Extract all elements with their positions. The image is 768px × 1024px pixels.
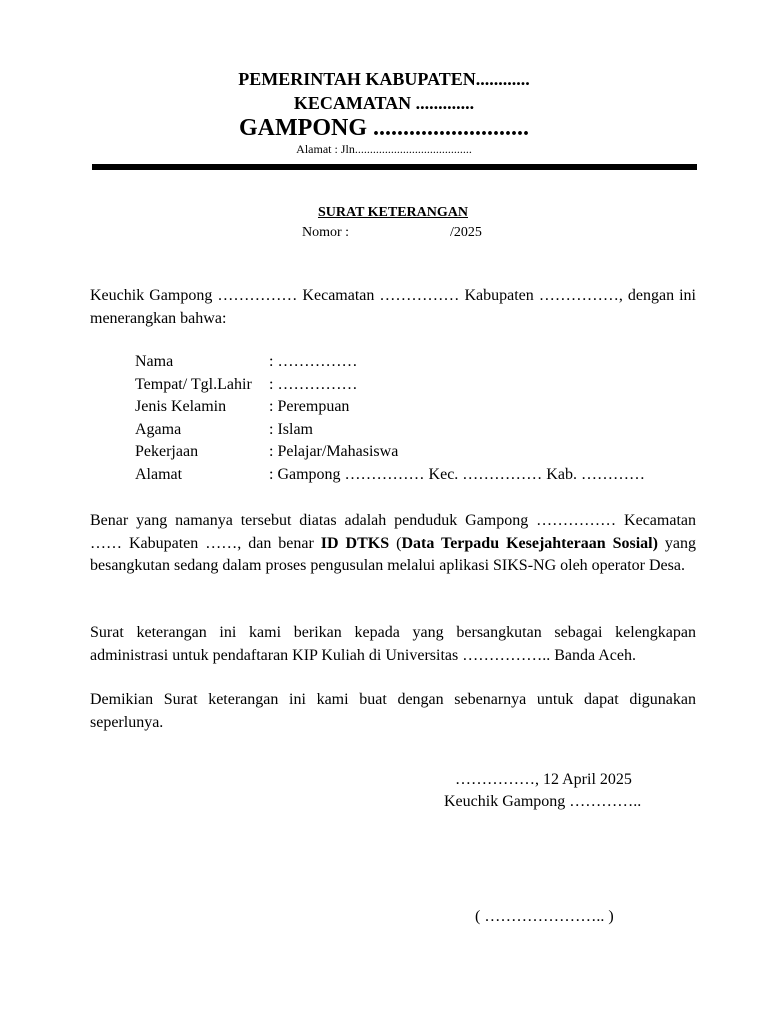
statement-text: ( <box>389 534 402 552</box>
purpose-paragraph: Surat keterangan ini kami berikan kepada yang bersangkutan sebagai kelengkapan administrasi untuk pendaftaran KIP Kuliah di Universitas …………….. Banda Aceh. <box>90 624 696 664</box>
field-value: : …………… <box>269 375 358 393</box>
field-value: : Perempuan <box>269 398 350 415</box>
letterhead-village: GAMPONG .......................... <box>239 115 529 141</box>
document-title: SURAT KETERANGAN <box>317 205 468 220</box>
statement-text: Benar yang namanya tersebut diatas adalah penduduk Gampong …………… Kecamatan …… Kabupaten ……, dan benar <box>90 512 696 552</box>
letterhead-address: Alamat : Jln....................................... <box>296 142 472 156</box>
closing-paragraph: Demikian Surat keterangan ini kami buat dengan sebenarnya untuk dapat digunakan seperlunya. <box>90 691 696 731</box>
field-label: Nama <box>135 353 174 370</box>
signature-date: ……………, 12 April 2025 <box>455 771 632 788</box>
document-number-label: Nomor : <box>302 225 350 240</box>
statement-dtks-expansion: Data Terpadu Kesejahteraan Sosial) <box>401 534 658 552</box>
field-label: Pekerjaan <box>135 443 199 460</box>
field-label: Tempat/ Tgl.Lahir <box>135 375 252 393</box>
field-value: : Gampong …………… Kec. …………… Kab. ………… <box>269 465 645 483</box>
intro-paragraph: Keuchik Gampong …………… Kecamatan …………… Kabupaten ……………, dengan ini menerangkan bahwa: <box>90 287 696 327</box>
letterhead-divider <box>92 164 697 170</box>
field-value: : Islam <box>269 420 313 438</box>
field-value: : …………… <box>269 353 358 370</box>
field-label: Alamat <box>135 465 183 483</box>
document-number-year: /2025 <box>450 225 482 240</box>
field-label: Jenis Kelamin <box>135 398 227 415</box>
signature-role: Keuchik Gampong ………….. <box>444 793 642 810</box>
statement-paragraph <box>90 510 696 578</box>
letterhead-government: PEMERINTAH KABUPATEN............ <box>238 69 530 89</box>
statement-text: yang besangkutan sedang dalam proses pengusulan melalui aplikasi SIKS-NG oleh operator Desa. <box>90 534 697 574</box>
statement-id-dtks: ID DTKS <box>320 534 390 552</box>
field-value: : Pelajar/Mahasiswa <box>269 443 399 460</box>
signature-name: ( ………………….. ) <box>475 908 614 925</box>
letterhead-district: KECAMATAN ............. <box>293 93 475 113</box>
field-label: Agama <box>135 420 182 438</box>
